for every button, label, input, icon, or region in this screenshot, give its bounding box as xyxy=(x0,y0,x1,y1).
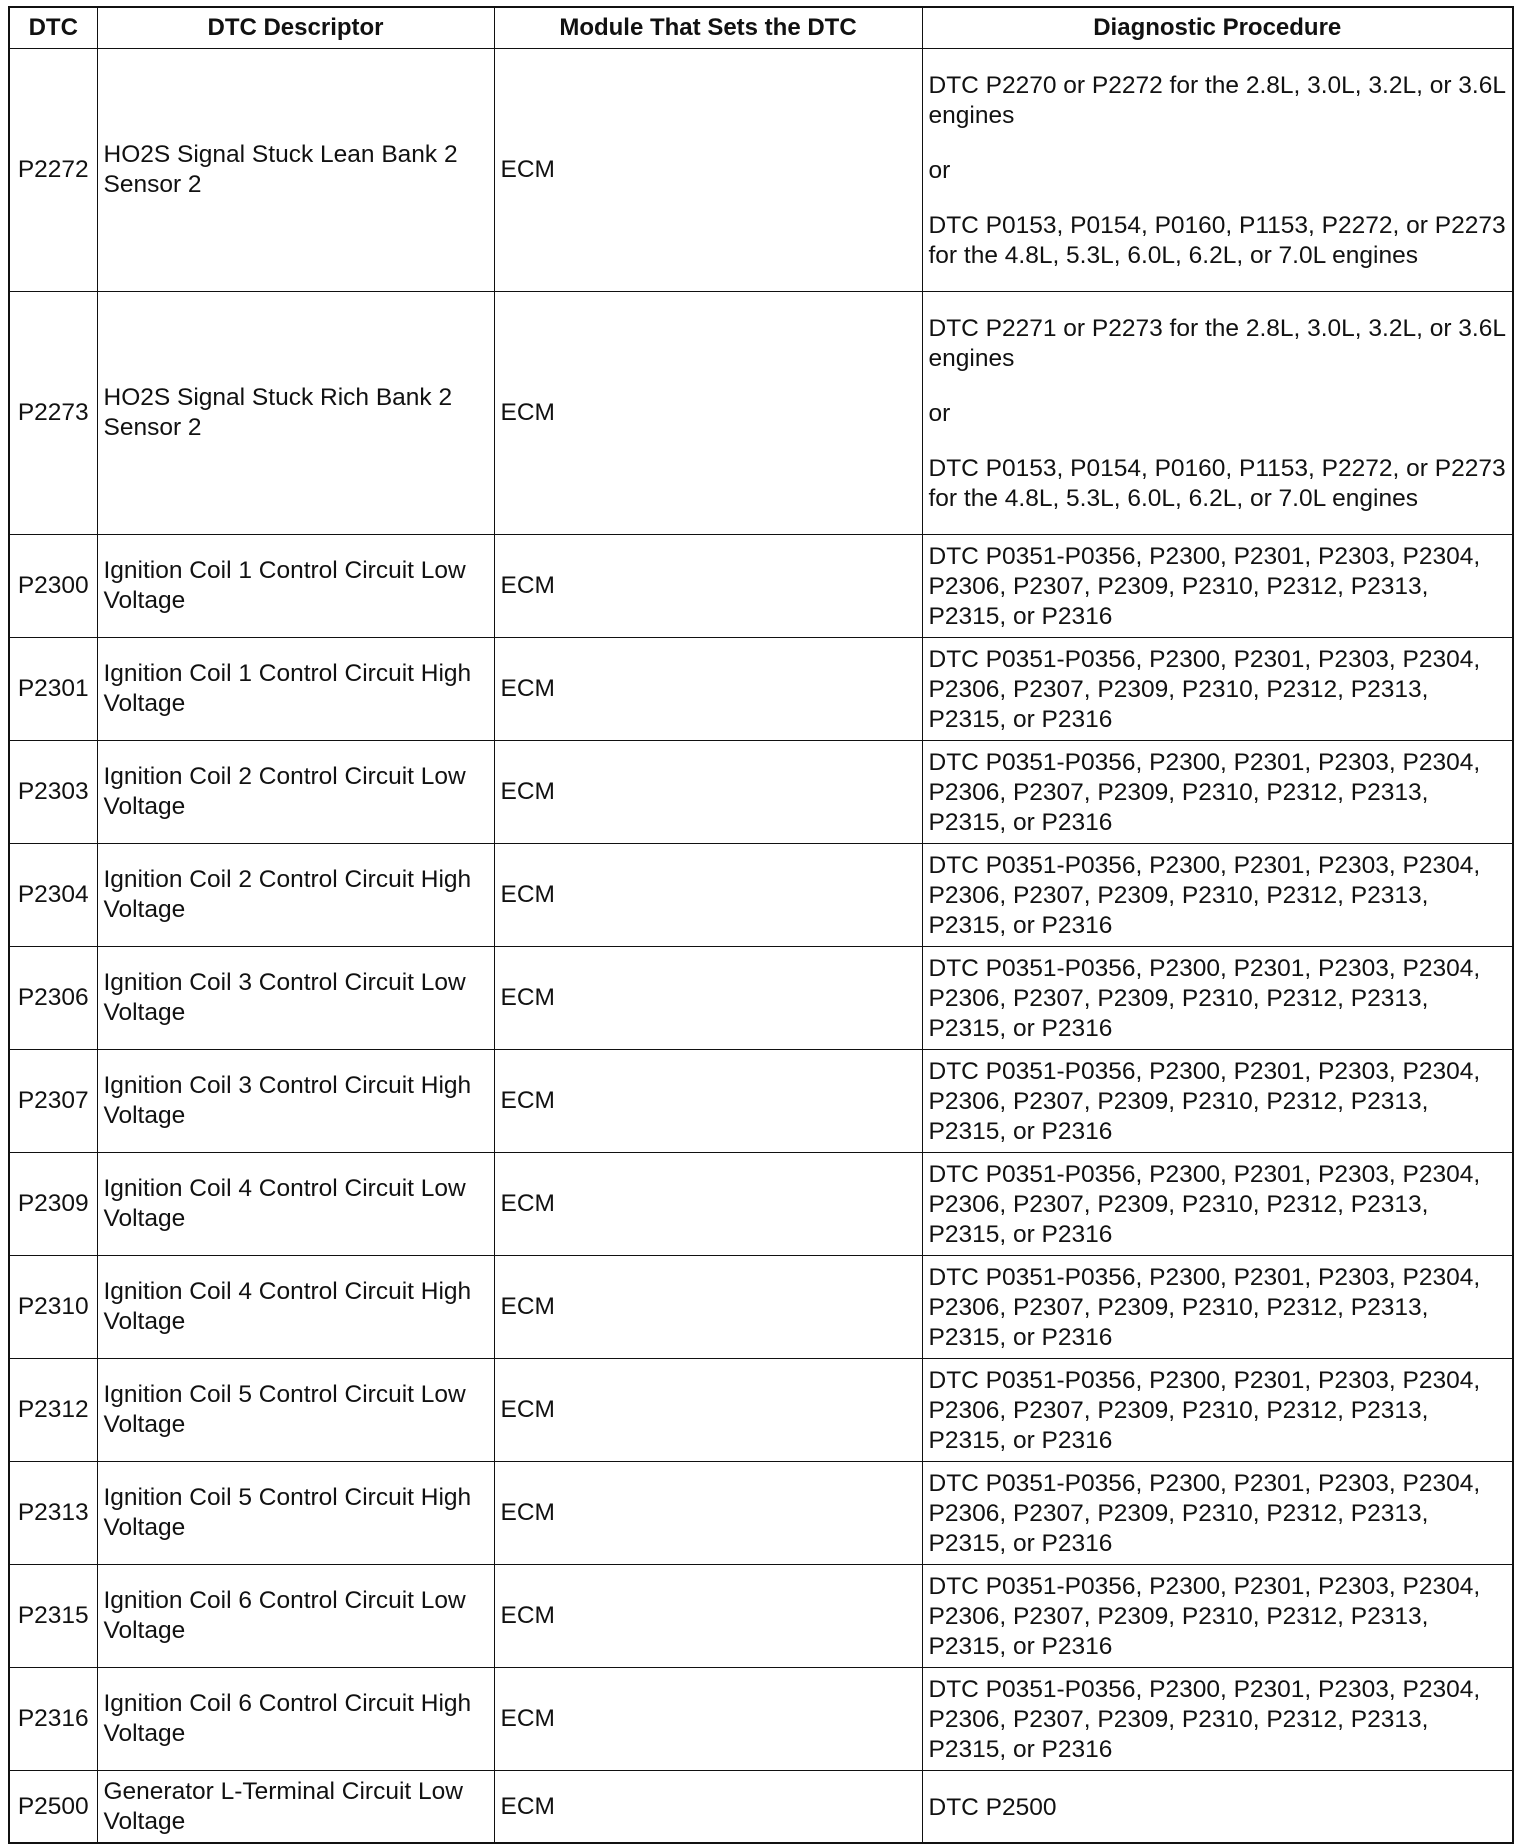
diagnostic-procedure xyxy=(922,49,1513,292)
procedure-line: DTC P0351-P0356, P2300, P2301, P2303, P2304, P2306, P2307, P2309, P2310, P2312, P2313, P2315, or P2316 xyxy=(928,1058,1481,1145)
dtc-descriptor: Ignition Coil 6 Control Circuit High Voltage xyxy=(97,1668,494,1771)
table-body xyxy=(9,49,1513,1844)
dtc-module: ECM xyxy=(494,1771,922,1844)
diagnostic-procedure xyxy=(922,1668,1513,1771)
dtc-module: ECM xyxy=(494,1668,922,1771)
dtc-table xyxy=(8,6,1514,1844)
dtc-code: P2307 xyxy=(9,1050,97,1153)
dtc-descriptor: Ignition Coil 5 Control Circuit High Voltage xyxy=(97,1462,494,1565)
dtc-module: ECM xyxy=(494,844,922,947)
dtc-descriptor: HO2S Signal Stuck Lean Bank 2 Sensor 2 xyxy=(97,49,494,292)
diagnostic-procedure xyxy=(922,1462,1513,1565)
dtc-code: P2301 xyxy=(9,638,97,741)
procedure-line: DTC P2270 or P2272 for the 2.8L, 3.0L, 3.2L, or 3.6L engines xyxy=(928,72,1506,129)
dtc-module: ECM xyxy=(494,1462,922,1565)
dtc-module: ECM xyxy=(494,1050,922,1153)
dtc-code: P2304 xyxy=(9,844,97,947)
dtc-descriptor: Ignition Coil 6 Control Circuit Low Voltage xyxy=(97,1565,494,1668)
dtc-module: ECM xyxy=(494,638,922,741)
dtc-descriptor: Ignition Coil 2 Control Circuit High Voltage xyxy=(97,844,494,947)
table-row xyxy=(9,1256,1513,1359)
diagnostic-procedure xyxy=(922,1256,1513,1359)
header-dtc: DTC xyxy=(9,7,97,49)
table-row xyxy=(9,535,1513,638)
dtc-code: P2500 xyxy=(9,1771,97,1844)
header-descriptor: DTC Descriptor xyxy=(97,7,494,49)
dtc-module: ECM xyxy=(494,947,922,1050)
procedure-line: DTC P0351-P0356, P2300, P2301, P2303, P2304, P2306, P2307, P2309, P2310, P2312, P2313, P2315, or P2316 xyxy=(928,1161,1481,1248)
procedure-line: DTC P0351-P0356, P2300, P2301, P2303, P2304, P2306, P2307, P2309, P2310, P2312, P2313, P2315, or P2316 xyxy=(928,1676,1481,1763)
dtc-module: ECM xyxy=(494,535,922,638)
procedure-line: or xyxy=(928,400,951,427)
procedure-line: DTC P0351-P0356, P2300, P2301, P2303, P2304, P2306, P2307, P2309, P2310, P2312, P2313, P2315, or P2316 xyxy=(928,955,1481,1042)
dtc-module: ECM xyxy=(494,1153,922,1256)
diagnostic-procedure xyxy=(922,1359,1513,1462)
dtc-code: P2313 xyxy=(9,1462,97,1565)
diagnostic-procedure xyxy=(922,844,1513,947)
table-row xyxy=(9,844,1513,947)
procedure-line: DTC P0351-P0356, P2300, P2301, P2303, P2304, P2306, P2307, P2309, P2310, P2312, P2313, P2315, or P2316 xyxy=(928,749,1481,836)
table-row xyxy=(9,741,1513,844)
diagnostic-procedure xyxy=(922,947,1513,1050)
procedure-line: DTC P0351-P0356, P2300, P2301, P2303, P2304, P2306, P2307, P2309, P2310, P2312, P2313, P2315, or P2316 xyxy=(928,1367,1481,1454)
diagnostic-procedure xyxy=(922,292,1513,535)
table-row xyxy=(9,1771,1513,1844)
diagnostic-procedure xyxy=(922,1771,1513,1844)
dtc-descriptor: Ignition Coil 4 Control Circuit Low Voltage xyxy=(97,1153,494,1256)
header-row xyxy=(9,7,1513,49)
procedure-line: DTC P0351-P0356, P2300, P2301, P2303, P2304, P2306, P2307, P2309, P2310, P2312, P2313, P2315, or P2316 xyxy=(928,1470,1481,1557)
procedure-line: or xyxy=(928,157,951,184)
procedure-line: DTC P0351-P0356, P2300, P2301, P2303, P2304, P2306, P2307, P2309, P2310, P2312, P2313, P2315, or P2316 xyxy=(928,543,1481,630)
procedure-line: DTC P2500 xyxy=(928,1793,1057,1821)
dtc-code: P2309 xyxy=(9,1153,97,1256)
dtc-code: P2312 xyxy=(9,1359,97,1462)
table-row xyxy=(9,1050,1513,1153)
dtc-code: P2272 xyxy=(9,49,97,292)
procedure-line: DTC P0351-P0356, P2300, P2301, P2303, P2304, P2306, P2307, P2309, P2310, P2312, P2313, P2315, or P2316 xyxy=(928,1264,1481,1351)
table-row xyxy=(9,638,1513,741)
dtc-descriptor: HO2S Signal Stuck Rich Bank 2 Sensor 2 xyxy=(97,292,494,535)
table-row xyxy=(9,292,1513,535)
dtc-module: ECM xyxy=(494,292,922,535)
table-row xyxy=(9,1153,1513,1256)
diagnostic-procedure xyxy=(922,741,1513,844)
dtc-code: P2306 xyxy=(9,947,97,1050)
dtc-code: P2303 xyxy=(9,741,97,844)
dtc-descriptor: Ignition Coil 2 Control Circuit Low Voltage xyxy=(97,741,494,844)
diagnostic-procedure xyxy=(922,1153,1513,1256)
dtc-descriptor: Ignition Coil 4 Control Circuit High Voltage xyxy=(97,1256,494,1359)
dtc-module: ECM xyxy=(494,1256,922,1359)
dtc-descriptor: Generator L-Terminal Circuit Low Voltage xyxy=(97,1771,494,1844)
dtc-code: P2300 xyxy=(9,535,97,638)
dtc-module: ECM xyxy=(494,49,922,292)
procedure-line: DTC P0153, P0154, P0160, P1153, P2272, or P2273 for the 4.8L, 5.3L, 6.0L, 6.2L, or 7.0L engines xyxy=(928,212,1506,269)
table-row xyxy=(9,1565,1513,1668)
dtc-code: P2310 xyxy=(9,1256,97,1359)
dtc-module: ECM xyxy=(494,1359,922,1462)
table-row xyxy=(9,1668,1513,1771)
dtc-code: P2315 xyxy=(9,1565,97,1668)
dtc-descriptor: Ignition Coil 5 Control Circuit Low Voltage xyxy=(97,1359,494,1462)
procedure-line: DTC P0153, P0154, P0160, P1153, P2272, or P2273 for the 4.8L, 5.3L, 6.0L, 6.2L, or 7.0L engines xyxy=(928,455,1506,512)
dtc-module: ECM xyxy=(494,1565,922,1668)
dtc-descriptor: Ignition Coil 1 Control Circuit High Voltage xyxy=(97,638,494,741)
header-procedure: Diagnostic Procedure xyxy=(922,7,1513,49)
procedure-line: DTC P0351-P0356, P2300, P2301, P2303, P2304, P2306, P2307, P2309, P2310, P2312, P2313, P2315, or P2316 xyxy=(928,646,1481,733)
procedure-line: DTC P2271 or P2273 for the 2.8L, 3.0L, 3.2L, or 3.6L engines xyxy=(928,315,1506,372)
diagnostic-procedure xyxy=(922,1050,1513,1153)
diagnostic-procedure xyxy=(922,535,1513,638)
table-row xyxy=(9,947,1513,1050)
procedure-line: DTC P0351-P0356, P2300, P2301, P2303, P2304, P2306, P2307, P2309, P2310, P2312, P2313, P2315, or P2316 xyxy=(928,852,1481,939)
dtc-descriptor: Ignition Coil 3 Control Circuit High Voltage xyxy=(97,1050,494,1153)
table-row xyxy=(9,1462,1513,1565)
diagnostic-procedure xyxy=(922,1565,1513,1668)
table-row xyxy=(9,1359,1513,1462)
header-module: Module That Sets the DTC xyxy=(494,7,922,49)
dtc-descriptor: Ignition Coil 1 Control Circuit Low Voltage xyxy=(97,535,494,638)
procedure-line: DTC P0351-P0356, P2300, P2301, P2303, P2304, P2306, P2307, P2309, P2310, P2312, P2313, P2315, or P2316 xyxy=(928,1573,1481,1660)
dtc-module: ECM xyxy=(494,741,922,844)
dtc-code: P2316 xyxy=(9,1668,97,1771)
dtc-descriptor: Ignition Coil 3 Control Circuit Low Voltage xyxy=(97,947,494,1050)
diagnostic-procedure xyxy=(922,638,1513,741)
dtc-code: P2273 xyxy=(9,292,97,535)
table-row xyxy=(9,49,1513,292)
